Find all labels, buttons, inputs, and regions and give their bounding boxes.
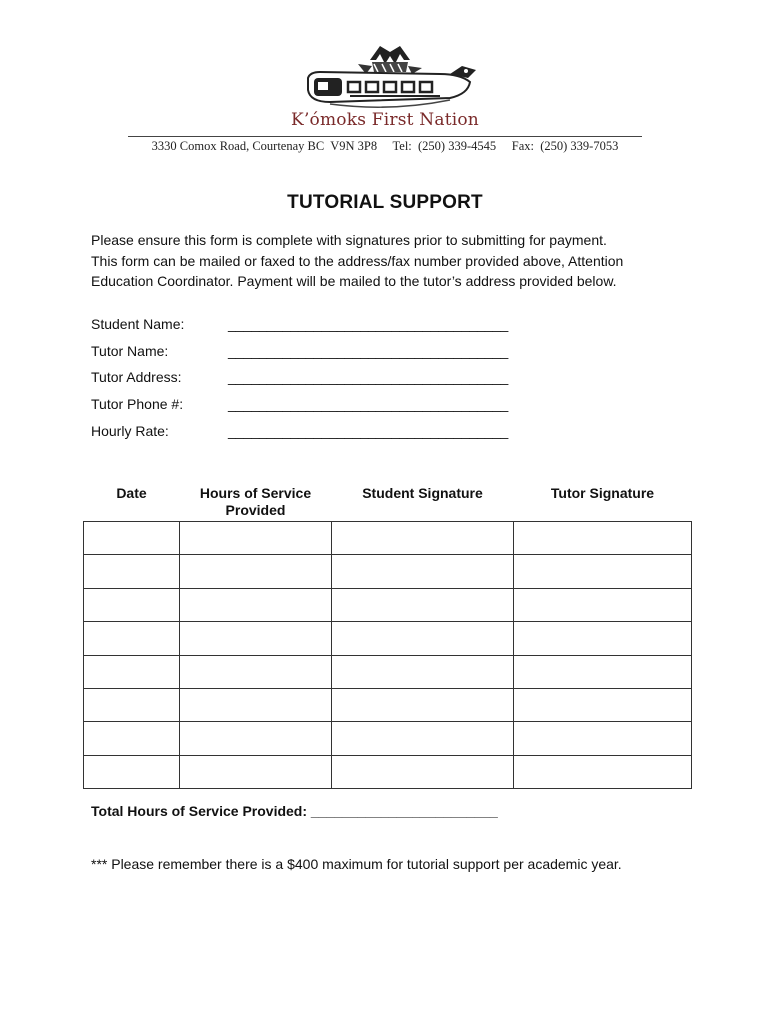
student-signature-cell[interactable] xyxy=(332,688,514,721)
tutor-signature-cell[interactable] xyxy=(514,622,692,655)
table-row xyxy=(84,522,692,555)
instructions-line: This form can be mailed or faxed to the address/fax number provided above, Attention xyxy=(91,252,624,269)
field-label: Tutor Name: xyxy=(91,342,169,359)
tutor-signature-cell[interactable] xyxy=(514,555,692,588)
instructions-line: Education Coordinator. Payment will be mailed to the tutor’s address provided below. xyxy=(91,273,617,289)
student-signature-cell[interactable] xyxy=(332,522,514,555)
date-cell[interactable] xyxy=(84,688,180,721)
contact-address-line: 3330 Comox Road, Courtenay BC V9N 3P8 Tel: (250) 339-4545 Fax: (250) 339-7053 xyxy=(151,139,619,153)
date-column-header: Date xyxy=(116,485,147,501)
hours-cell[interactable] xyxy=(180,688,332,721)
tutor-signature-cell[interactable] xyxy=(514,688,692,721)
student-signature-cell[interactable] xyxy=(332,555,514,588)
tutor-phone-field xyxy=(91,396,591,423)
date-cell[interactable] xyxy=(84,522,180,555)
thunderbird-whale-crest-icon xyxy=(300,38,480,118)
hours-column-header: Hours of Service Provided xyxy=(199,485,312,518)
date-cell[interactable] xyxy=(84,555,180,588)
tutor-name-field xyxy=(91,343,591,370)
maximum-support-note: *** Please remember there is a $400 maximum for tutorial support per academic year. xyxy=(91,856,622,872)
hours-cell[interactable] xyxy=(180,555,332,588)
tutor-signature-column-header: Tutor Signature xyxy=(550,485,655,501)
student-signature-cell[interactable] xyxy=(332,588,514,621)
tutor-name-blank[interactable]: ____________________________________ xyxy=(228,342,509,359)
tutor-address-blank[interactable]: ____________________________________ xyxy=(228,369,509,386)
tutor-details-fields xyxy=(91,316,591,449)
student-signature-cell[interactable] xyxy=(332,655,514,688)
date-cell[interactable] xyxy=(84,588,180,621)
hours-cell[interactable] xyxy=(180,588,332,621)
date-cell[interactable] xyxy=(84,722,180,755)
tutor-signature-cell[interactable] xyxy=(514,522,692,555)
student-signature-column-header: Student Signature xyxy=(362,485,483,501)
tutor-signature-cell[interactable] xyxy=(514,755,692,788)
form-title: TUTORIAL SUPPORT xyxy=(287,192,483,213)
hourly-rate-blank[interactable]: ____________________________________ xyxy=(228,422,509,439)
student-name-field xyxy=(91,316,591,343)
tutor-signature-cell[interactable] xyxy=(514,722,692,755)
table-header-row xyxy=(84,482,692,522)
hours-cell[interactable] xyxy=(180,722,332,755)
date-cell[interactable] xyxy=(84,655,180,688)
field-label: Tutor Phone #: xyxy=(91,396,184,413)
table-row xyxy=(84,622,692,655)
letterhead-divider xyxy=(128,136,642,137)
organization-name: K’ómoks First Nation xyxy=(291,110,479,130)
tutor-address-field xyxy=(91,369,591,396)
field-label: Hourly Rate: xyxy=(91,422,169,439)
student-signature-cell[interactable] xyxy=(332,722,514,755)
hours-cell[interactable] xyxy=(180,522,332,555)
field-label: Tutor Address: xyxy=(91,369,182,386)
hours-cell[interactable] xyxy=(180,622,332,655)
field-label: Student Name: xyxy=(91,316,185,332)
date-cell[interactable] xyxy=(84,755,180,788)
student-signature-cell[interactable] xyxy=(332,622,514,655)
tutor-signature-cell[interactable] xyxy=(514,655,692,688)
table-row xyxy=(84,555,692,588)
hourly-rate-field xyxy=(91,423,591,450)
table-row xyxy=(84,655,692,688)
instructions-paragraph xyxy=(91,230,691,292)
student-name-blank[interactable]: ____________________________________ xyxy=(228,316,509,332)
table-row xyxy=(84,588,692,621)
tutor-signature-cell[interactable] xyxy=(514,588,692,621)
table-row xyxy=(84,688,692,721)
hours-cell[interactable] xyxy=(180,755,332,788)
instructions-line: Please ensure this form is complete with signatures prior to submitting for payment. xyxy=(91,232,607,248)
tutor-phone-blank[interactable]: ____________________________________ xyxy=(228,396,509,413)
hours-cell[interactable] xyxy=(180,655,332,688)
table-row xyxy=(84,722,692,755)
total-hours-field[interactable]: Total Hours of Service Provided: ________________________ xyxy=(91,803,498,819)
student-signature-cell[interactable] xyxy=(332,755,514,788)
table-row xyxy=(84,755,692,788)
date-cell[interactable] xyxy=(84,622,180,655)
service-log-table xyxy=(83,482,692,789)
